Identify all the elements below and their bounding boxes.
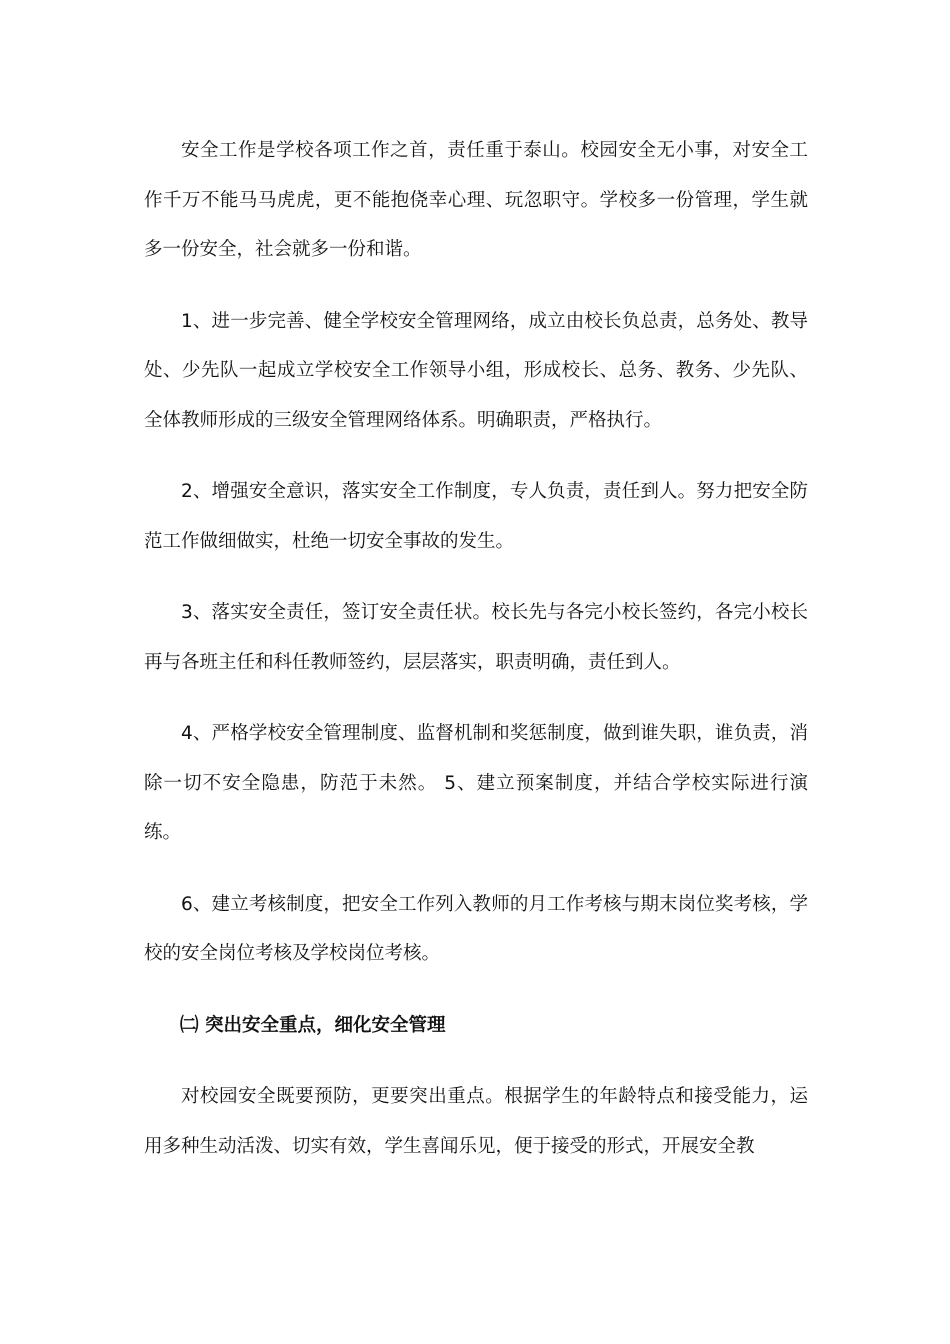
paragraph-final: 对校园安全既要预防，更要突出重点。根据学生的年龄特点和接受能力，运用多种生动活泼、切实有效，学生喜闻乐见，便于接受的形式，开展安全教 <box>144 1086 808 1157</box>
paragraph-item-4-5: 4、严格学校安全管理制度、监督机制和奖惩制度，做到谁失职，谁负责，消除一切不安全隐患，防范于未然。 5、建立预案制度，并结合学校实际进行演练。 <box>144 723 808 843</box>
document-body <box>144 126 808 1193</box>
section-heading: ㈡ 突出安全重点，细化安全管理 <box>180 1014 446 1036</box>
paragraph-intro: 安全工作是学校各项工作之首，责任重于泰山。校园安全无小事，对安全工作千万不能马马虎虎，更不能抱侥幸心理、玩忽职守。学校多一份管理，学生就多一份安全，社会就多一份和谐。 <box>144 140 808 260</box>
paragraph-item-3: 3、落实安全责任，签订安全责任状。校长先与各完小校长签约，各完小校长再与各班主任和科任教师签约，层层落实，职责明确，责任到人。 <box>144 602 808 673</box>
paragraph-item-1: 1、进一步完善、健全学校安全管理网络，成立由校长负总责，总务处、教导处、少先队一起成立学校安全工作领导小组，形成校长、总务、教务、少先队、全体教师形成的三级安全管理网络体系。明确职责，严格执行。 <box>144 310 808 431</box>
paragraph-item-2: 2、增强安全意识，落实安全工作制度，专人负责，责任到人。努力把安全防范工作做细做实，杜绝一切安全事故的发生。 <box>144 481 808 552</box>
paragraph-item-6: 6、建立考核制度，把安全工作列入教师的月工作考核与期末岗位奖考核，学校的安全岗位考核及学校岗位考核。 <box>144 893 808 964</box>
